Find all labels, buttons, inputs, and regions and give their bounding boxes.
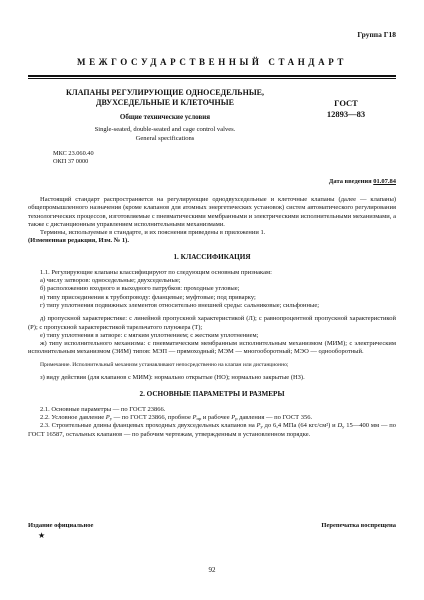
intro-paragraph-1: Настоящий стандарт распространяется на регулирующие однодвухседельные и клеточные клапаны (далее — клапаны) общепромышленного назначения (кроме клапанов для атомных энергетических установок) систем автоматического регулирования технологических процессов, изготовляемые с пневматическими мембранными и электрическими исполнительными механизмами, а также с дистанционным управлением исполнительными механизмами.	[28, 196, 396, 228]
item-e: е) типу уплотнения в затворе: с мягким уплотнением; с жестким уплотнением;	[40, 331, 259, 339]
item-v: в) типу присоединения к трубопроводу: фланцевые; муфтовые; под приварку;	[40, 293, 256, 301]
subscript-working: р	[235, 415, 238, 421]
subscript-diameter: у	[342, 424, 345, 430]
clause-2-2-text-a: 2.2. Условное давление	[40, 413, 106, 421]
title-line-2: ДВУХСЕДЕЛЬНЫЕ И КЛЕТОЧНЫЕ	[96, 98, 234, 107]
clause-2-2-text-c: и рабочее	[201, 413, 232, 421]
document-body	[28, 196, 396, 439]
intro-paragraph-2: Термины, используемые в стандарте, и их пояснения приведены в приложении 1.	[40, 229, 266, 237]
title-line-1: КЛАПАНЫ РЕГУЛИРУЮЩИЕ ОДНОСЕДЕЛЬНЫЕ,	[65, 88, 265, 97]
english-title-line-1: Single-seated, double-seated and cage control valves.	[94, 126, 236, 133]
item-a: а) числу затворов: односедельные; двухседельные;	[40, 277, 181, 285]
subscript-nominal: у	[109, 415, 113, 421]
clause-2-2	[28, 414, 396, 422]
intro-date-label: Дата введения	[328, 178, 372, 185]
amendment-note: (Измененная редакция, Изм. № 1).	[28, 237, 129, 245]
item-z: з) виду действия (для клапанов с МИМ): нормально открытые (НО); нормально закрытые (НЗ).	[40, 374, 305, 382]
official-edition-label: Издание официальное	[28, 522, 94, 529]
okp-code: ОКП 37 0000	[53, 158, 89, 165]
section-1-heading: 1. КЛАССИФИКАЦИЯ	[173, 252, 251, 261]
intro-date-value: 01.07.84	[373, 178, 396, 185]
item-zh: ж) типу исполнительного механизма: с пневматическим мембранным исполнительным механизмом (МИМ); с электрическим исполнительным механизмом (ЭИМ) типов: МЭП — прямоходный; МЭМ — многооборотный; МЭО — однооборотный.	[28, 340, 396, 356]
clause-2-3-text-c: 15—400 мм — по ГОСТ 16587, остальных клапанов — по рабочим чертежам, утвержденным в установленном порядке.	[28, 422, 396, 438]
page-number: 92	[208, 566, 216, 574]
clause-2-2-text-d: давления — по ГОСТ 356.	[237, 413, 313, 421]
item-g: г) типу уплотнения подвижных элементов относительно внешней среды: сальниковые; сильфонные;	[40, 301, 320, 309]
clause-2-3-text-b: до 6,4 МПа (64 кгс/см²) и	[262, 422, 338, 430]
reprint-prohibited-label: Перепечатка воспрещена	[321, 522, 396, 529]
standard-banner: МЕЖГОСУДАРСТВЕННЫЙ СТАНДАРТ	[76, 57, 348, 67]
star-mark: ★	[38, 531, 46, 540]
symbol-p-nominal: P	[105, 413, 110, 421]
group-code: Группа Г18	[357, 30, 396, 39]
symbol-d-nominal: D	[337, 422, 343, 430]
subscript-test: пр	[196, 415, 202, 421]
header-rule-thick	[28, 75, 396, 77]
subscript-nominal-2: у	[260, 424, 263, 430]
gost-line-2: 12893—83	[326, 109, 366, 119]
clause-2-2-text-b: — по ГОСТ 23866, пробное	[112, 413, 193, 421]
document-subtitle: Общие технические условия	[119, 113, 211, 121]
english-title	[60, 126, 270, 143]
english-title-line-2: General specifications	[135, 134, 195, 142]
header-rule-thin	[28, 78, 396, 79]
gost-number	[316, 98, 376, 120]
document-title	[60, 88, 270, 108]
clause-1-1: 1.1. Регулирующие клапаны классифицируют по следующим основным признакам:	[40, 268, 272, 276]
symbol-p-test: P	[192, 413, 197, 421]
symbol-p-working: P	[231, 413, 236, 421]
item-d: д) пропускной характеристике: с линейной пропускной характеристикой (Л); с равнопроцентной пропускной характеристикой (Р); с пропускной характеристикой тарельчатого плунжера (Т);	[28, 315, 396, 331]
symbol-p-nominal-2: P	[256, 422, 261, 430]
clause-2-3-text-a: 2.3. Строительные длины фланцевых проходных двухседельных клапанов на	[40, 422, 257, 430]
item-b: б) расположению входного и выходного патрубков: проходные угловые;	[40, 285, 240, 293]
section-2-heading: 2. ОСНОВНЫЕ ПАРАМЕТРЫ И РАЗМЕРЫ	[139, 389, 285, 398]
clause-2-3	[28, 422, 396, 439]
intro-date	[329, 178, 396, 185]
clause-2-1: 2.1. Основные параметры — по ГОСТ 23866.	[40, 405, 166, 413]
note-paragraph: Примечание. Исполнительный механизм устанавливают непосредственно на клапан или дистанционно;	[40, 361, 289, 368]
mks-code: МКС 23.060.40	[53, 150, 94, 157]
gost-line-1: ГОСТ	[334, 98, 358, 108]
classification-codes	[53, 150, 94, 166]
